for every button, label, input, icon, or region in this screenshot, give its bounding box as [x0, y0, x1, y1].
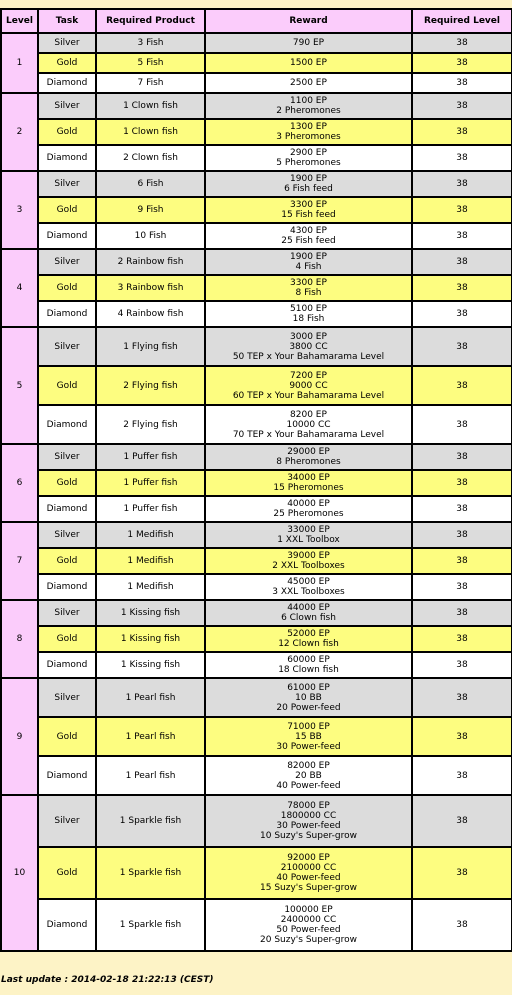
reward-line: 2100000 CC — [280, 863, 337, 873]
reward-line: 5100 EP — [290, 304, 327, 314]
reward-line: 1500 EP — [290, 58, 327, 68]
reward-line: 1 XXL Toolbox — [277, 535, 340, 545]
reward-line: 70 TEP x Your Bahamarama Level — [232, 429, 385, 440]
task-cell: Diamond — [38, 652, 96, 678]
reward-line: 3800 CC — [289, 341, 328, 352]
reward-line: 45000 EP — [287, 577, 330, 587]
required-level-cell: 38 — [412, 756, 512, 795]
reward-line: 61000 EP — [287, 682, 330, 693]
task-cell: Gold — [38, 197, 96, 223]
required-level-cell: 38 — [412, 119, 512, 145]
header-required-level: Required Level — [412, 9, 512, 33]
reward-cell — [205, 33, 412, 53]
task-cell: Silver — [38, 678, 96, 717]
required-level-cell: 38 — [412, 53, 512, 73]
table-row — [1, 470, 512, 496]
task-cell: Gold — [38, 548, 96, 574]
required-level-cell: 38 — [412, 678, 512, 717]
required-product-cell: 7 Fish — [96, 73, 205, 93]
reward-line: 1800000 CC — [280, 811, 337, 821]
reward-line: 92000 EP — [287, 853, 330, 863]
required-product-cell: 1 Sparkle fish — [96, 899, 205, 951]
reward-line: 60 TEP x Your Bahamarama Level — [232, 390, 385, 401]
table-row — [1, 405, 512, 444]
required-level-cell: 38 — [412, 899, 512, 951]
required-product-cell: 1 Kissing fish — [96, 626, 205, 652]
reward-line: 18 Clown fish — [278, 665, 339, 675]
reward-cell — [205, 275, 412, 301]
level-cell: 1 — [1, 33, 38, 93]
table-row — [1, 197, 512, 223]
level-cell: 9 — [1, 678, 38, 795]
header-level: Level — [1, 9, 38, 33]
required-product-cell: 3 Rainbow fish — [96, 275, 205, 301]
table-row — [1, 626, 512, 652]
required-product-cell: 2 Flying fish — [96, 405, 205, 444]
task-cell: Silver — [38, 600, 96, 626]
required-product-cell: 6 Fish — [96, 171, 205, 197]
table-row — [1, 548, 512, 574]
reward-line: 10 BB — [295, 692, 322, 703]
level-cell: 6 — [1, 444, 38, 522]
reward-line: 39000 EP — [287, 551, 330, 561]
task-cell: Gold — [38, 626, 96, 652]
reward-cell — [205, 548, 412, 574]
task-cell: Silver — [38, 795, 96, 847]
reward-line: 29000 EP — [287, 447, 330, 457]
reward-line: 25 Fish feed — [281, 236, 336, 246]
required-product-cell: 1 Puffer fish — [96, 444, 205, 470]
reward-line: 15 Pheromones — [273, 483, 344, 493]
reward-cell — [205, 366, 412, 405]
required-product-cell: 1 Medifish — [96, 574, 205, 600]
reward-line: 82000 EP — [287, 760, 330, 771]
required-product-cell: 1 Kissing fish — [96, 652, 205, 678]
table-row — [1, 522, 512, 548]
reward-cell — [205, 899, 412, 951]
required-level-cell: 38 — [412, 652, 512, 678]
reward-line: 2 XXL Toolboxes — [272, 561, 345, 571]
required-product-cell: 1 Medifish — [96, 522, 205, 548]
required-level-cell: 38 — [412, 444, 512, 470]
task-cell: Gold — [38, 470, 96, 496]
required-level-cell: 38 — [412, 496, 512, 522]
reward-line: 2900 EP — [290, 148, 327, 158]
level-cell: 2 — [1, 93, 38, 171]
required-level-cell: 38 — [412, 847, 512, 899]
reward-line: 15 Fish feed — [281, 210, 336, 220]
required-level-cell: 38 — [412, 171, 512, 197]
reward-cell — [205, 795, 412, 847]
reward-line: 1900 EP — [290, 252, 327, 262]
reward-line: 34000 EP — [287, 473, 330, 483]
required-product-cell: 1 Clown fish — [96, 93, 205, 119]
reward-line: 50 TEP x Your Bahamarama Level — [232, 351, 385, 362]
required-product-cell: 1 Flying fish — [96, 327, 205, 366]
task-cell: Diamond — [38, 301, 96, 327]
level-cell: 3 — [1, 171, 38, 249]
required-level-cell: 38 — [412, 795, 512, 847]
required-product-cell: 1 Sparkle fish — [96, 795, 205, 847]
required-product-cell: 2 Rainbow fish — [96, 249, 205, 275]
table-row — [1, 678, 512, 717]
reward-line: 1300 EP — [290, 122, 327, 132]
table-row — [1, 847, 512, 899]
required-level-cell: 38 — [412, 626, 512, 652]
required-product-cell: 1 Pearl fish — [96, 756, 205, 795]
required-product-cell: 2 Clown fish — [96, 145, 205, 171]
reward-cell — [205, 847, 412, 899]
reward-line: 2 Pheromones — [276, 106, 341, 116]
reward-line: 10 Suzy's Super-grow — [260, 831, 357, 841]
table-row — [1, 366, 512, 405]
task-cell: Diamond — [38, 899, 96, 951]
reward-line: 18 Fish — [292, 314, 325, 324]
table-row — [1, 496, 512, 522]
table-row — [1, 33, 512, 53]
required-product-cell: 5 Fish — [96, 53, 205, 73]
reward-cell — [205, 171, 412, 197]
required-product-cell: 4 Rainbow fish — [96, 301, 205, 327]
required-product-cell: 1 Medifish — [96, 548, 205, 574]
reward-line: 15 BB — [295, 731, 322, 742]
reward-line: 4 Fish — [295, 262, 322, 272]
reward-line: 6 Fish feed — [284, 184, 333, 194]
required-level-cell: 38 — [412, 327, 512, 366]
table-row — [1, 119, 512, 145]
reward-line: 20 Power-feed — [276, 702, 341, 713]
reward-line: 9000 CC — [289, 380, 328, 391]
level-cell: 7 — [1, 522, 38, 600]
required-product-cell: 1 Kissing fish — [96, 600, 205, 626]
reward-cell — [205, 327, 412, 366]
reward-line: 10000 CC — [286, 419, 331, 430]
reward-line: 78000 EP — [287, 801, 330, 811]
task-cell: Gold — [38, 53, 96, 73]
reward-line: 6 Clown fish — [281, 613, 336, 623]
reward-line: 30 Power-feed — [276, 821, 341, 831]
reward-line: 2500 EP — [290, 78, 327, 88]
table-row — [1, 93, 512, 119]
reward-line: 7200 EP — [290, 370, 327, 381]
required-product-cell: 1 Pearl fish — [96, 717, 205, 756]
table-row — [1, 53, 512, 73]
reward-cell — [205, 249, 412, 275]
reward-line: 40000 EP — [287, 499, 330, 509]
reward-line: 3 XXL Toolboxes — [272, 587, 345, 597]
reward-cell — [205, 600, 412, 626]
required-product-cell: 1 Sparkle fish — [96, 847, 205, 899]
table-row — [1, 756, 512, 795]
reward-line: 30 Power-feed — [276, 741, 341, 752]
table-row — [1, 73, 512, 93]
level-cell: 10 — [1, 795, 38, 951]
reward-cell — [205, 145, 412, 171]
reward-cell — [205, 470, 412, 496]
reward-cell — [205, 405, 412, 444]
table-row — [1, 223, 512, 249]
required-level-cell: 38 — [412, 548, 512, 574]
reward-line: 8 Fish — [295, 288, 322, 298]
required-product-cell: 1 Clown fish — [96, 119, 205, 145]
table-row — [1, 249, 512, 275]
task-cell: Diamond — [38, 756, 96, 795]
required-level-cell: 38 — [412, 73, 512, 93]
table-row — [1, 444, 512, 470]
reward-cell — [205, 496, 412, 522]
header-row — [1, 9, 512, 33]
last-update-text: Last update : 2014-02-18 21:22:13 (CEST) — [1, 975, 214, 985]
reward-line: 20 Suzy's Super-grow — [260, 935, 357, 945]
required-level-cell: 38 — [412, 93, 512, 119]
table-row — [1, 171, 512, 197]
task-cell: Gold — [38, 275, 96, 301]
reward-cell — [205, 756, 412, 795]
table-row — [1, 327, 512, 366]
table-row — [1, 145, 512, 171]
required-product-cell: 1 Puffer fish — [96, 470, 205, 496]
table-row — [1, 717, 512, 756]
table-row — [1, 652, 512, 678]
reward-cell — [205, 522, 412, 548]
table-body — [1, 33, 512, 951]
task-cell: Silver — [38, 444, 96, 470]
required-level-cell: 38 — [412, 366, 512, 405]
level-cell: 5 — [1, 327, 38, 444]
task-cell: Diamond — [38, 405, 96, 444]
header-required-product: Required Product — [96, 9, 205, 33]
header-reward: Reward — [205, 9, 412, 33]
reward-cell — [205, 678, 412, 717]
reward-cell — [205, 444, 412, 470]
required-product-cell: 10 Fish — [96, 223, 205, 249]
reward-cell — [205, 626, 412, 652]
table-row — [1, 574, 512, 600]
required-product-cell: 1 Pearl fish — [96, 678, 205, 717]
reward-line: 44000 EP — [287, 603, 330, 613]
task-cell: Silver — [38, 327, 96, 366]
reward-line: 1100 EP — [290, 96, 327, 106]
reward-line: 4300 EP — [290, 226, 327, 236]
task-cell: Diamond — [38, 73, 96, 93]
task-cell: Silver — [38, 171, 96, 197]
required-level-cell: 38 — [412, 275, 512, 301]
reward-cell — [205, 223, 412, 249]
level-cell: 8 — [1, 600, 38, 678]
required-product-cell: 2 Flying fish — [96, 366, 205, 405]
task-cell: Silver — [38, 93, 96, 119]
reward-cell — [205, 119, 412, 145]
reward-line: 25 Pheromones — [273, 509, 344, 519]
required-level-cell: 38 — [412, 33, 512, 53]
reward-line: 3 Pheromones — [276, 132, 341, 142]
required-level-cell: 38 — [412, 197, 512, 223]
header-task: Task — [38, 9, 96, 33]
reward-line: 3000 EP — [290, 331, 327, 342]
reward-line: 15 Suzy's Super-grow — [260, 883, 357, 893]
task-cell: Silver — [38, 249, 96, 275]
reward-cell — [205, 197, 412, 223]
table-row — [1, 275, 512, 301]
reward-line: 52000 EP — [287, 629, 330, 639]
reward-cell — [205, 53, 412, 73]
reward-line: 50 Power-feed — [276, 925, 341, 935]
reward-line: 40 Power-feed — [276, 873, 341, 883]
reward-line: 8200 EP — [290, 409, 327, 420]
reward-line: 3300 EP — [290, 200, 327, 210]
required-level-cell: 38 — [412, 574, 512, 600]
task-cell: Diamond — [38, 223, 96, 249]
reward-line: 5 Pheromones — [276, 158, 341, 168]
task-cell: Silver — [38, 522, 96, 548]
quest-table — [0, 8, 512, 952]
required-level-cell: 38 — [412, 522, 512, 548]
reward-line: 33000 EP — [287, 525, 330, 535]
required-product-cell: 3 Fish — [96, 33, 205, 53]
table-row — [1, 795, 512, 847]
required-level-cell: 38 — [412, 470, 512, 496]
reward-line: 20 BB — [295, 770, 322, 781]
reward-line: 3300 EP — [290, 278, 327, 288]
reward-line: 40 Power-feed — [276, 780, 341, 791]
reward-line: 12 Clown fish — [278, 639, 339, 649]
reward-line: 790 EP — [292, 38, 325, 48]
reward-line: 71000 EP — [287, 721, 330, 732]
reward-cell — [205, 301, 412, 327]
reward-cell — [205, 93, 412, 119]
task-cell: Gold — [38, 366, 96, 405]
required-product-cell: 1 Puffer fish — [96, 496, 205, 522]
required-level-cell: 38 — [412, 600, 512, 626]
required-product-cell: 9 Fish — [96, 197, 205, 223]
task-cell: Gold — [38, 847, 96, 899]
reward-cell — [205, 73, 412, 93]
required-level-cell: 38 — [412, 223, 512, 249]
level-cell: 4 — [1, 249, 38, 327]
required-level-cell: 38 — [412, 717, 512, 756]
task-cell: Silver — [38, 33, 96, 53]
required-level-cell: 38 — [412, 405, 512, 444]
task-cell: Diamond — [38, 145, 96, 171]
reward-line: 100000 EP — [284, 905, 333, 915]
required-level-cell: 38 — [412, 145, 512, 171]
reward-cell — [205, 652, 412, 678]
reward-line: 1900 EP — [290, 174, 327, 184]
task-cell: Gold — [38, 717, 96, 756]
reward-cell — [205, 574, 412, 600]
required-level-cell: 38 — [412, 301, 512, 327]
task-cell: Diamond — [38, 496, 96, 522]
task-cell: Diamond — [38, 574, 96, 600]
required-level-cell: 38 — [412, 249, 512, 275]
table-row — [1, 899, 512, 951]
reward-line: 2400000 CC — [280, 915, 337, 925]
task-cell: Gold — [38, 119, 96, 145]
reward-cell — [205, 717, 412, 756]
table-row — [1, 301, 512, 327]
table-row — [1, 600, 512, 626]
reward-line: 60000 EP — [287, 655, 330, 665]
reward-line: 8 Pheromones — [276, 457, 341, 467]
